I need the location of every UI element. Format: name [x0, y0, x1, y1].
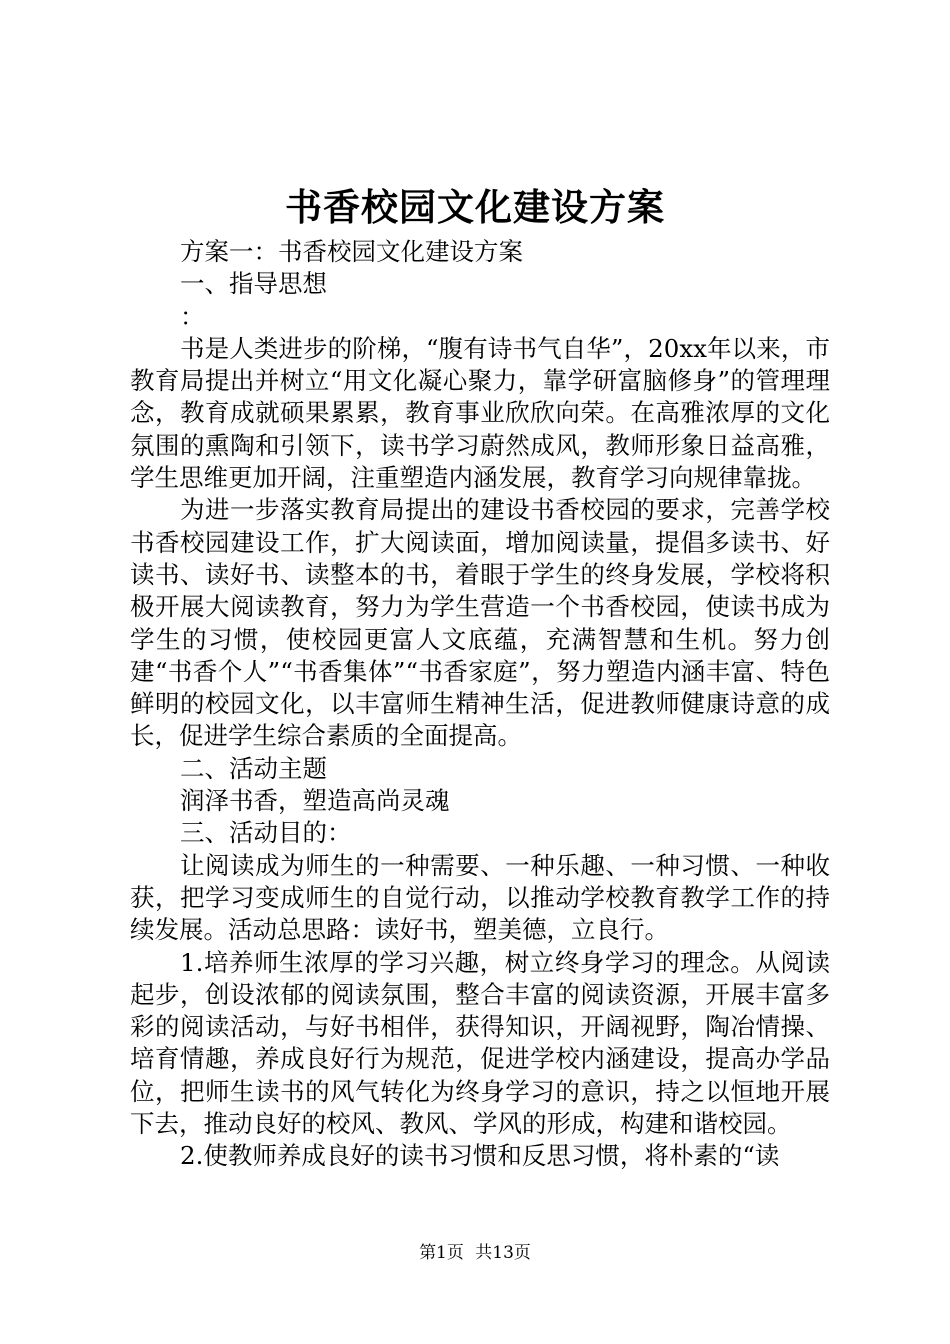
paragraph-item-2: 2.使教师养成良好的读书习惯和反思习惯，将朴素的“读 — [180, 1141, 780, 1171]
section-heading-activity-theme: 二、活动主题 — [180, 753, 327, 783]
paragraph-theme: 润泽书香，塑造高尚灵魂 — [180, 786, 450, 816]
page-total: 共13页 — [475, 1243, 531, 1263]
page-footer — [0, 1241, 950, 1265]
paragraph-intro: 书是人类进步的阶梯，“腹有诗书气自华”，20xx年以来，市教育局提出并树立“用文化凝心聚力，靠学研富脑修身”的管理理念，教育成就硕果累累，教育事业欣欣向荣。在高雅浓厚的文化氛围的熏陶和引领下，读书学习蔚然成风，教师形象日益高雅，学生思维更加开阔，注重塑造内涵发展，教育学习向规律靠拢。 — [130, 333, 830, 493]
paragraph-item-1: 1.培养师生浓厚的学习兴趣，树立终身学习的理念。从阅读起步，创设浓郁的阅读氛围，整合丰富的阅读资源，开展丰富多彩的阅读活动，与好书相伴，获得知识，开阔视野，陶冶情操、培育情趣，养成良好行为规范，促进学校内涵建设，提高办学品位，把师生读书的风气转化为终身学习的意识，持之以恒地开展下去，推动良好的校风、教风、学风的形成，构建和谐校园。 — [130, 947, 830, 1139]
document-body — [130, 236, 830, 1173]
page-number: 第1页 — [419, 1243, 464, 1263]
paragraph-purpose: 让阅读成为师生的一种需要、一种乐趣、一种习惯、一种收获，把学习变成师生的自觉行动，以推动学校教育教学工作的持续发展。活动总思路：读好书，塑美德，立良行。 — [130, 850, 830, 945]
paragraph-plan-heading: 方案一：书香校园文化建设方案 — [180, 237, 523, 266]
document-title: 书香校园文化建设方案 — [285, 185, 665, 229]
paragraph-implementation: 为进一步落实教育局提出的建设书香校园的要求，完善学校书香校园建设工作，扩大阅读面，增加阅读量，提倡多读书、好读书、读好书、读整本的书，着眼于学生的终身发展，学校将积极开展大阅读教育，努力为学生营造一个书香校园，使读书成为学生的习惯，使校园更富人文底蕴，充满智慧和生机。努力创建“书香个人”“书香集体”“书香家庭”，努力塑造内涵丰富、特色鲜明的校园文化，以丰富师生精神生活，促进教师健康诗意的成长，促进学生综合素质的全面提高。 — [130, 495, 830, 751]
section-heading-activity-purpose: 三、活动目的： — [180, 818, 352, 848]
paragraph-colon: ： — [180, 301, 205, 331]
section-heading-guiding-ideology: 一、指导思想 — [180, 269, 327, 299]
